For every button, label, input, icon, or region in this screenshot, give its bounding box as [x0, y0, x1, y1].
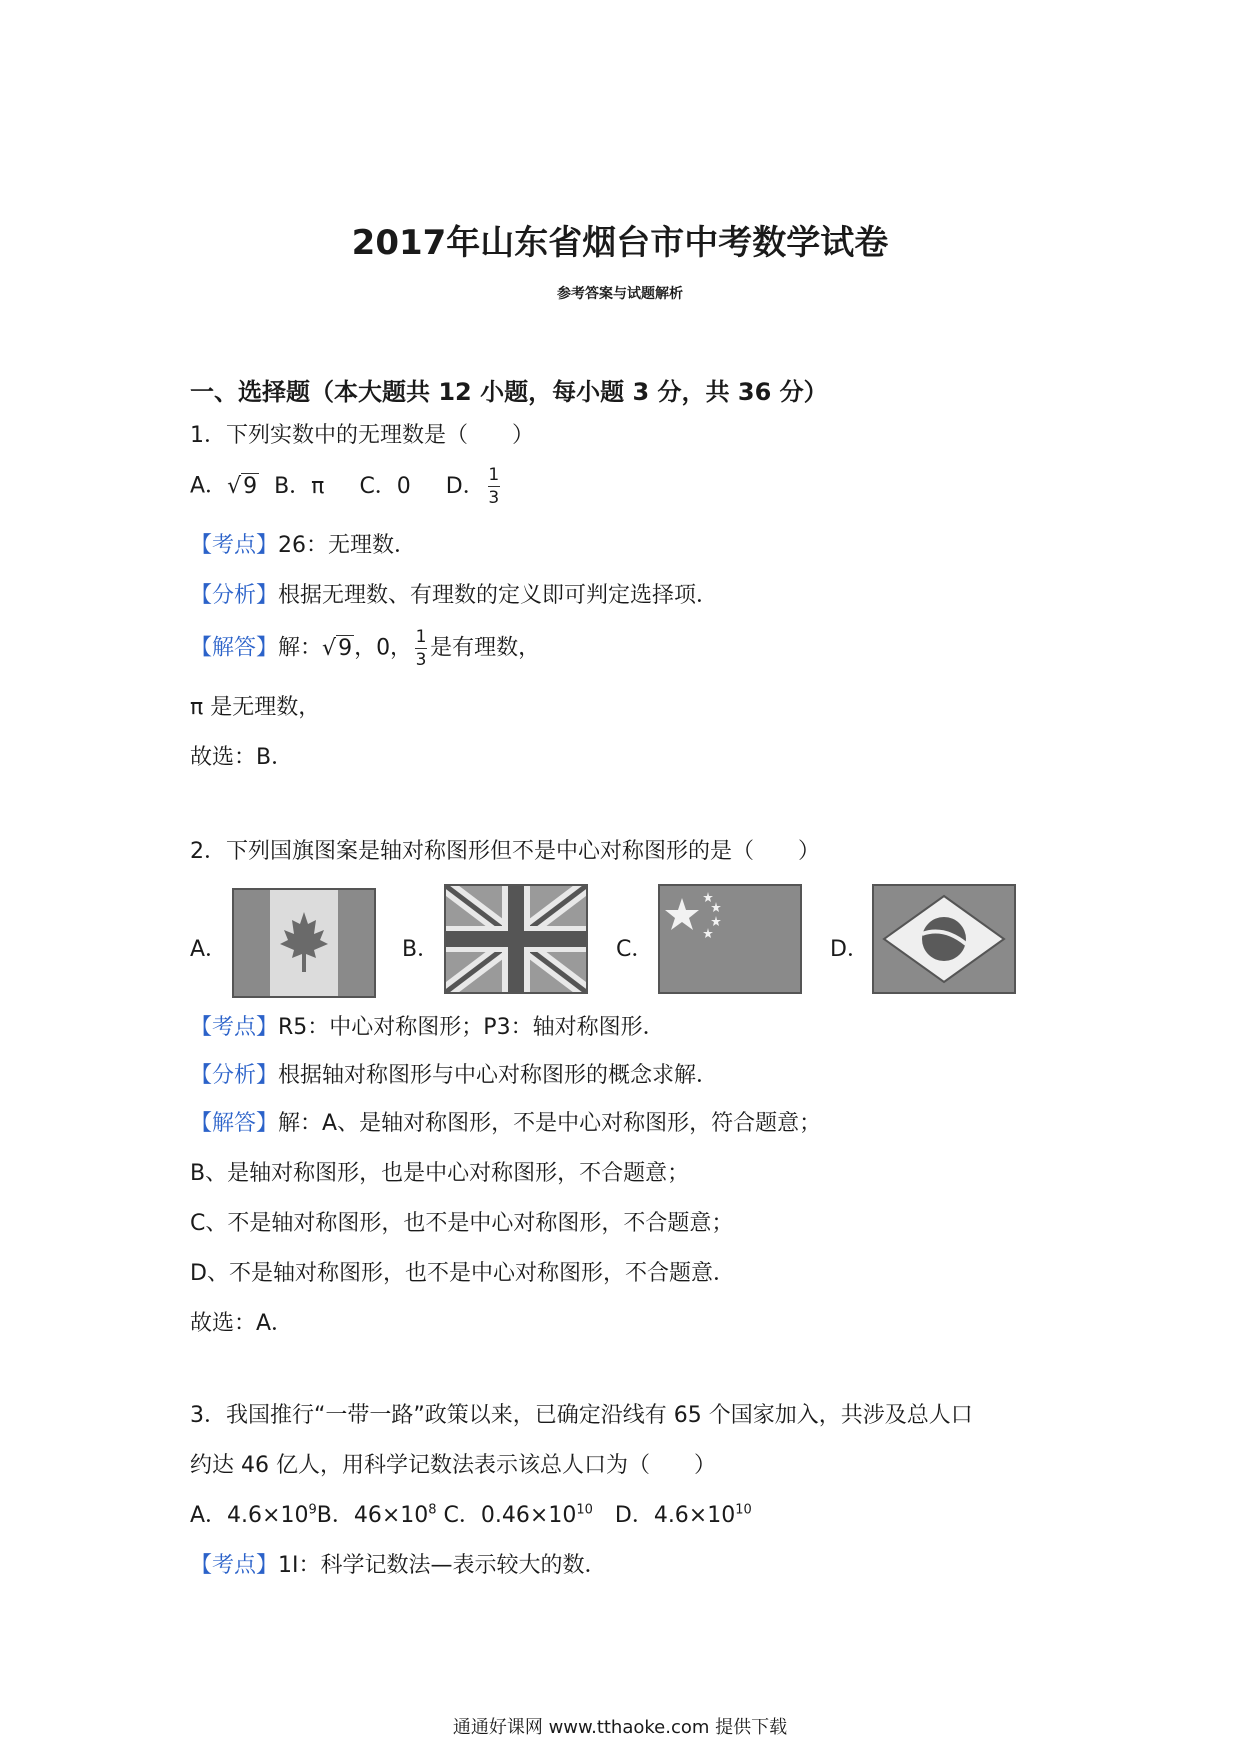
q2-fenxi: 【分析】根据轴对称图形与中心对称图形的概念求解． — [190, 1063, 719, 1088]
q3-option-c: C．$0.46\times 10^{10}$ — [436, 1502, 593, 1528]
brazil-flag-icon — [872, 884, 1016, 994]
q2-option-a: A． — [190, 937, 228, 962]
q1-answer: 故选：B． — [190, 745, 294, 770]
q3-option-a: A．$4.6\times 10^9$ — [190, 1502, 317, 1528]
q2-line-b: B、是轴对称图形，也是中心对称图形，不合题意； — [190, 1161, 690, 1186]
q1-option-a: A． — [190, 473, 228, 499]
q2-stem: 2．下列国旗图案是轴对称图形但不是中心对称图形的是（ ） — [190, 839, 820, 864]
canada-flag-icon — [232, 888, 376, 998]
page-subtitle: 参考答案与试题解析 — [557, 286, 683, 302]
section-heading: 一、选择题（本大题共 12 小题，每小题 3 分，共 36 分） — [190, 378, 828, 406]
q2-jieda: 【解答】解：A、是轴对称图形，不是中心对称图形，符合题意； — [190, 1111, 822, 1136]
q1-kaodian: 【考点】26：无理数． — [190, 533, 417, 558]
q1-jieda: 【解答】解：√9，0， $\frac{1}{3}$ 是有理数， — [190, 627, 541, 670]
sqrt-9: √9 — [227, 473, 258, 499]
q3-kaodian: 【考点】1I：科学记数法—表示较大的数． — [190, 1553, 607, 1578]
tag-fenxi: 【分析】 — [190, 583, 279, 608]
q3-stem-line1: 3．我国推行“一带一路”政策以来，已确定沿线有 65 个国家加入，共涉及总人口 — [190, 1403, 973, 1428]
q1-stem: 1．下列实数中的无理数是（ ） — [190, 423, 534, 448]
q3-options — [190, 1498, 752, 1529]
china-flag-icon — [658, 884, 802, 994]
q2-line-c: C、不是轴对称图形，也不是中心对称图形，不合题意； — [190, 1211, 734, 1236]
page-footer: 通通好课网 www.tthaoke.com 提供下载 — [452, 1717, 788, 1738]
q2-answer: 故选：A． — [190, 1311, 294, 1336]
tag-kaodian: 【考点】 — [190, 533, 279, 558]
tag-jieda: 【解答】 — [190, 635, 279, 661]
q1-option-b: B．π — [274, 473, 325, 499]
q3-stem-line2: 约达 46 亿人，用科学记数法表示该总人口为（ ） — [190, 1453, 716, 1478]
q1-option-d: D． — [445, 473, 485, 499]
q2-kaodian: 【考点】R5：中心对称图形；P3：轴对称图形． — [190, 1015, 665, 1040]
q1-line2: π 是无理数， — [190, 695, 321, 720]
q2-option-b: B． — [402, 937, 440, 962]
q3-option-d: D．$4.6\times 10^{10}$ — [592, 1502, 752, 1528]
q2-option-c: C． — [616, 937, 654, 962]
fraction-one-third: $\frac{1}{3}$ — [488, 465, 500, 508]
q2-line-d: D、不是轴对称图形，也不是中心对称图形，不合题意． — [190, 1261, 735, 1286]
q1-options — [190, 466, 503, 507]
uk-flag-icon — [444, 884, 588, 994]
q1-fenxi: 【分析】根据无理数、有理数的定义即可判定选择项． — [190, 583, 719, 608]
q3-option-b: B．$46\times 10^8$ — [316, 1502, 437, 1528]
q1-option-c: C．0 — [359, 473, 411, 499]
q2-option-d: D． — [830, 937, 869, 962]
page-title: 2017年山东省烟台市中考数学试卷 — [351, 223, 889, 263]
